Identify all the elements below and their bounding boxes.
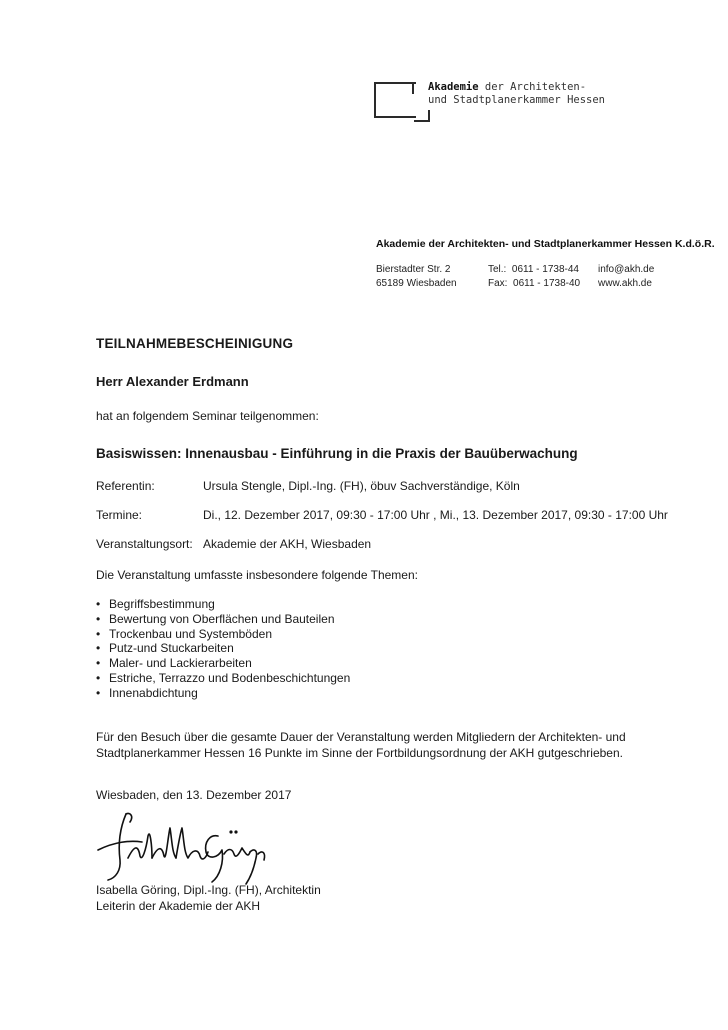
logo-frame-edge bbox=[412, 82, 414, 94]
signer-name: Isabella Göring, Dipl.-Ing. (FH), Architektin bbox=[96, 883, 321, 897]
list-item: • Bewertung von Oberflächen und Bauteilen bbox=[96, 612, 350, 627]
list-item: • Estriche, Terrazzo und Bodenbeschichtungen bbox=[96, 671, 350, 686]
logo-line1-rest: der Architekten- bbox=[478, 81, 587, 93]
signer-role: Leiterin der Akademie der AKH bbox=[96, 898, 261, 913]
recipient-name: Herr Alexander Erdmann bbox=[96, 374, 249, 389]
topics-intro: Die Veranstaltung umfasste insbesondere folgende Themen: bbox=[96, 568, 418, 582]
handwritten-signature bbox=[90, 806, 290, 892]
logo-corner-mark bbox=[414, 110, 430, 122]
list-item: • Trockenbau und Systemböden bbox=[96, 627, 350, 642]
place-date: Wiesbaden, den 13. Dezember 2017 bbox=[96, 788, 292, 802]
org-address bbox=[376, 263, 457, 291]
intro-text: hat an folgendem Seminar teilgenommen: bbox=[96, 409, 319, 423]
termine-label: Termine: bbox=[96, 508, 143, 522]
seminar-title: Basiswissen: Innenausbau - Einführung in die Praxis der Bauüberwachung bbox=[96, 446, 578, 461]
org-tel: Tel.: 0611 - 1738-44 bbox=[488, 264, 579, 275]
location-label: Veranstaltungsort: bbox=[96, 537, 193, 551]
logo-wordmark bbox=[428, 81, 605, 107]
list-item: • Begriffsbestimmung bbox=[96, 597, 350, 612]
topics-list bbox=[96, 597, 350, 701]
list-item: • Maler- und Lackierarbeiten bbox=[96, 656, 350, 671]
list-item: • Putz-und Stuckarbeiten bbox=[96, 641, 350, 656]
list-item: • Innenabdichtung bbox=[96, 686, 350, 701]
org-fax: Fax: 0611 - 1738-40 bbox=[488, 278, 581, 289]
org-street: Bierstadter Str. 2 bbox=[376, 264, 451, 275]
logo-line2: und Stadtplanerkammer Hessen bbox=[428, 94, 606, 106]
logo-frame bbox=[374, 82, 416, 118]
org-city: 65189 Wiesbaden bbox=[376, 278, 457, 289]
referent-value: Ursula Stengle, Dipl.-Ing. (FH), öbuv Sachverständige, Köln bbox=[203, 479, 520, 493]
logo-line1-bold: Akademie bbox=[428, 81, 479, 93]
org-email: info@akh.de bbox=[598, 264, 655, 275]
org-phone-block bbox=[488, 263, 580, 291]
termine-value: Di., 12. Dezember 2017, 09:30 - 17:00 Uhr , Mi., 13. Dezember 2017, 09:30 - 17:00 Uhr bbox=[203, 508, 668, 522]
org-web: www.akh.de bbox=[598, 278, 652, 289]
org-contact-block bbox=[598, 263, 654, 291]
referent-label: Referentin: bbox=[96, 479, 155, 493]
credit-statement: Für den Besuch über die gesamte Dauer der Veranstaltung werden Mitgliedern der Architekten- und Stadtplanerkammer Hessen 16 Punkte im Sinne der Fortbildungsordnung der AKH gutgeschrieben. bbox=[96, 730, 626, 760]
org-title: Akademie der Architekten- und Stadtplanerkammer Hessen K.d.ö.R. bbox=[376, 238, 715, 250]
location-value: Akademie der AKH, Wiesbaden bbox=[203, 537, 372, 551]
document-title: TEILNAHMEBESCHEINIGUNG bbox=[96, 336, 294, 351]
signer-block bbox=[96, 883, 321, 914]
